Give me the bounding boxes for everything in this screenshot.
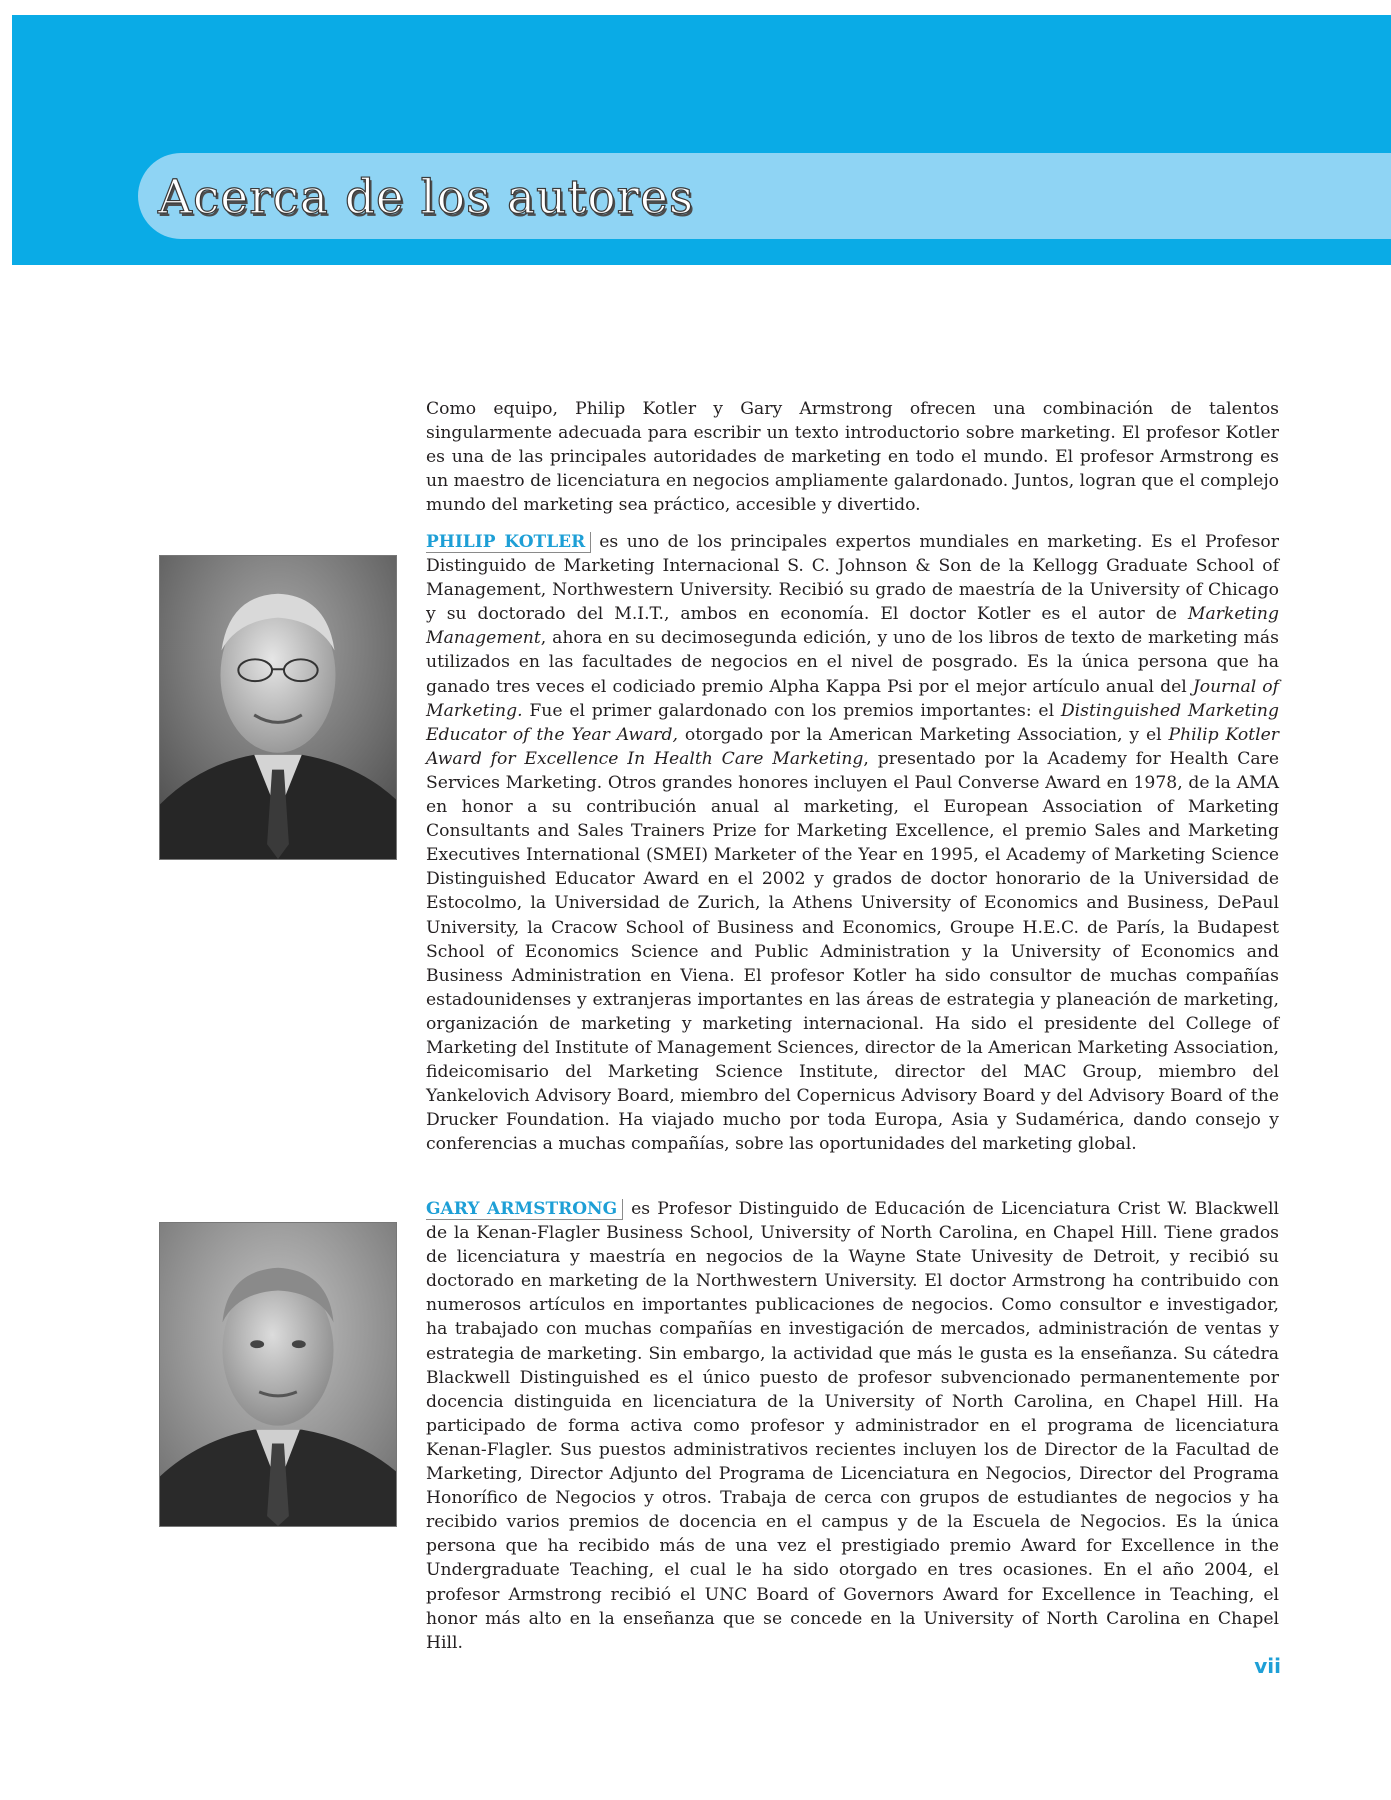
author-photo-armstrong (159, 1222, 397, 1527)
bio-text: , presentado por la Academy for Health Care Services Marketing. Otros grandes honores incluyen el Paul Converse Award en 1978, de la AMA en honor a su contribución anual al marketing, el European Association of Marketing Consultants and Sales Trainers Prize for Marketing Excellence, el premio Sales and Marketing Executives International (SMEI) Marketer of the Year en 1995, el Academy of Marketing Science Distinguished Educator Award en el 2002 y grados de doctor honorario de la Universidad de Estocolmo, la Universidad de Zurich, la Athens University of Economics and Business, DePaul University, la Cracow School of Business and Economics, Groupe H.E.C. de París, la Budapest School of Economics Science and Public Administration y la University of Economics and Business Administration en Viena. El profesor Kotler ha sido consultor de muchas compañías estadounidenses y extranjeras importantes en las áreas de estrategia y planeación de marketing, organización de marketing y marketing internacional. Ha sido el presidente del College of Marketing del Institute of Management Sciences, director de la American Marketing Association, fideicomisario del Marketing Science Institute, director del MAC Group, miembro del Yankelovich Advisory Board, miembro del Copernicus Advisory Board y del Advisory Board of the Drucker Foundation. Ha viajado mucho por toda Europa, Asia y Sudamérica, dando consejo y conferencias a muchas compañías, sobre las oportunidades del marketing global. (426, 748, 1279, 1155)
page-title: Acerca de los autores (158, 170, 694, 225)
bio-text: Fue el primer galardonado con los premios importantes: el (522, 700, 1061, 721)
bio-text: , ahora en su decimosegunda edición, y uno de los libros de texto de marketing más utilizados en las facultades de negocios en el nivel de posgrado. Es la única persona que ha ganado tres veces el codiciado premio Alpha Kappa Psi por el mejor artículo anual del (426, 628, 1279, 697)
author-photo-kotler (159, 555, 397, 860)
award-title: Philip Kotler Award for Excellence In Health Care Marketing (426, 724, 1279, 769)
bio-text: es Profesor Distinguido de Educación de Licenciatura Crist W. Blackwell de la Kenan-Flagler Business School, University of North Carolina, en Chapel Hill. Tiene grados de licenciatura y maestría en negocios de la Wayne State Univesity de Detroit, y recibió su doctorado en marketing de la Northwestern University. El doctor Armstrong ha contribuido con numerosos artículos en importantes publicaciones de negocios. Como consultor e investigador, ha trabajado con muchas compañías en investigación de mercados, administración de ventas y estrategia de marketing. Sin embargo, la actividad que más le gusta es la enseñanza. Su cátedra Blackwell Distinguished es el único puesto de profesor subvencionado permanentemente por docencia distinguida en licenciatura de la University of North Carolina, en Chapel Hill. Ha participado de forma activa como profesor y administrador en el programa de licenciatura Kenan-Flagler. Sus puestos administrativos recientes incluyen los de Director de la Facultad de Marketing, Director Adjunto del Programa de Licenciatura en Negocios, Director del Programa Honorífico de Negocios y otros. Trabaja de cerca con grupos de estudiantes de negocios y ha recibido varios premios de docencia en el campus y de la Escuela de Negocios. Es la única persona que ha recibido más de una vez el prestigiado premio Award for Excellence in the Undergraduate Teaching, el cual le ha sido otorgado en tres ocasiones. En el año 2004, el profesor Armstrong recibió el UNC Board of Governors Award for Excellence in Teaching, el honor más alto en la enseñanza que se concede en la University of North Carolina en Chapel Hill. (426, 1199, 1279, 1653)
award-title: Distinguished Marketing Educator of the Year Award, (426, 700, 1279, 745)
bio-text: otorgado por la American Marketing Association, y el (678, 724, 1169, 745)
page-number: vii (1254, 1654, 1281, 1678)
journal-title: Journal of Marketing. (426, 676, 1279, 721)
author-name-armstrong: GARY ARMSTRONG (426, 1199, 623, 1220)
book-title: Marketing Management (426, 604, 1279, 649)
author-bio-armstrong (426, 1197, 1279, 1655)
author-bio-kotler (426, 530, 1279, 1156)
bio-text: es uno de los principales expertos mundiales en marketing. Es el Profesor Distinguido de Marketing Internacional S. C. Johnson & Son de la Kellogg Graduate School of Management, Northwestern University. Recibió su grado de maestría de la University of Chicago y su doctorado del M.I.T., ambos en economía. El doctor Kotler es el autor de (426, 532, 1279, 625)
intro-paragraph: Como equipo, Philip Kotler y Gary Armstrong ofrecen una combinación de talentos singularmente adecuada para escribir un texto introductorio sobre marketing. El profesor Kotler es una de las principales autoridades de marketing en todo el mundo. El profesor Armstrong es un maestro de licenciatura en negocios ampliamente galardonado. Juntos, logran que el complejo mundo del marketing sea práctico, accesible y divertido. (426, 399, 1279, 516)
author-name-kotler: PHILIP KOTLER (426, 532, 591, 553)
